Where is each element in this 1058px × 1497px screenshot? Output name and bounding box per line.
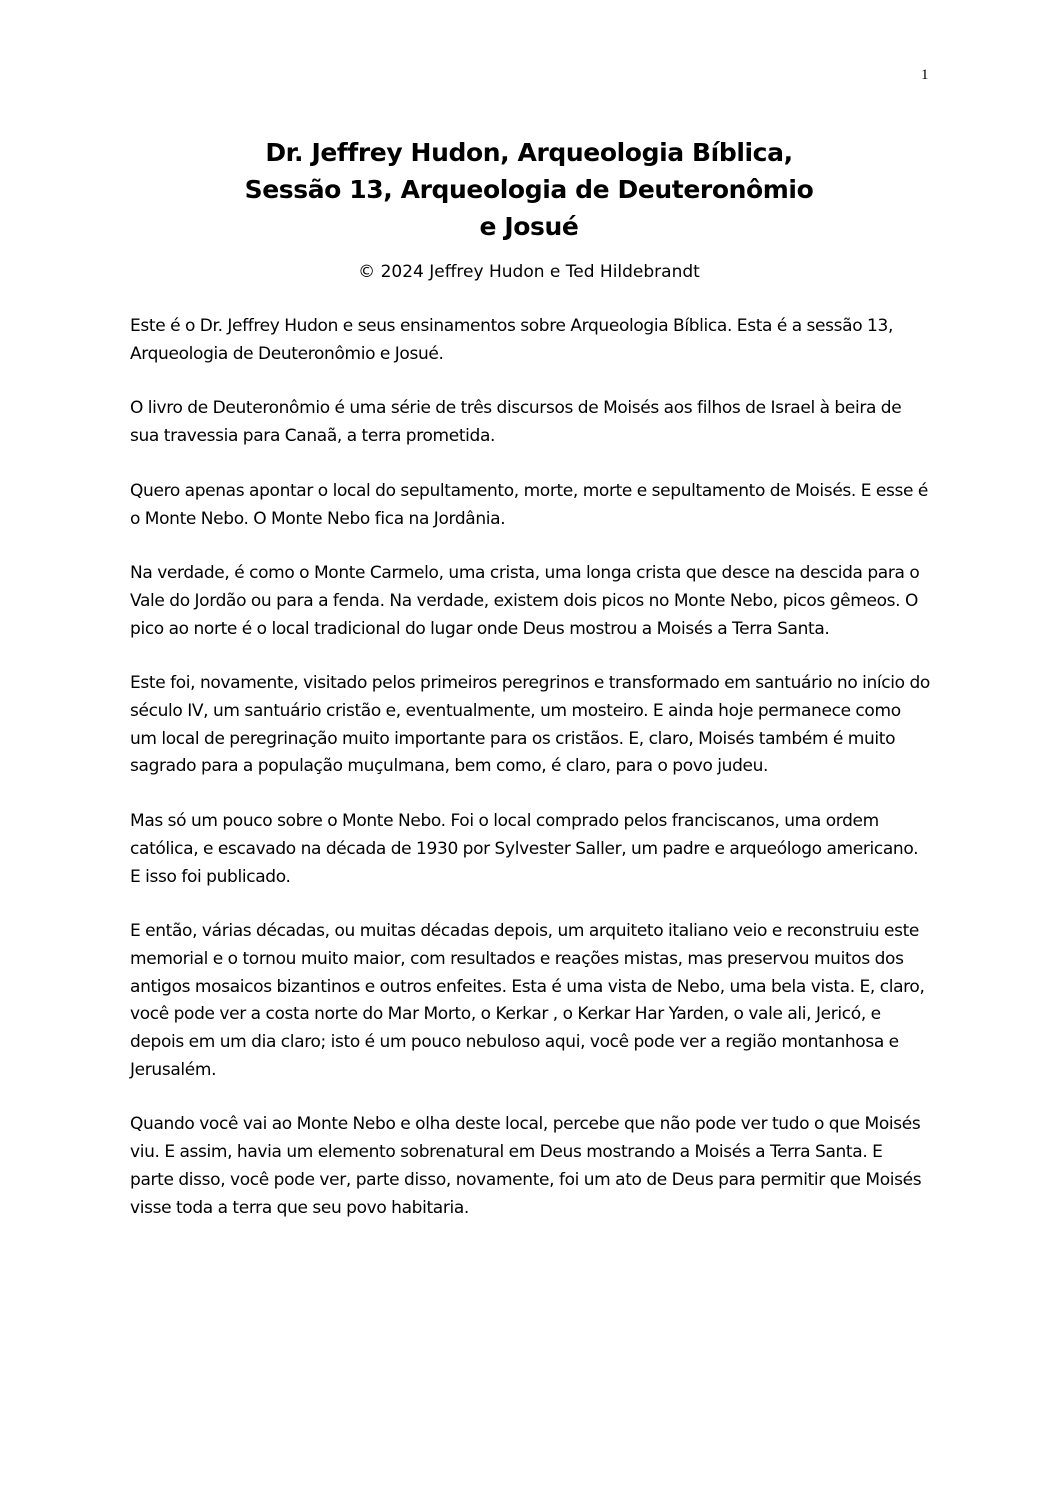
paragraph: O livro de Deuteronômio é uma série de três discursos de Moisés aos filhos de Israel à beira de sua travessia para Canaã, a terra prometida. [130,398,902,447]
document-title [130,134,928,245]
title-line: e Josué [479,212,579,241]
body-text [130,313,930,1249]
page-number: 1 [921,67,929,83]
paragraph: Na verdade, é como o Monte Carmelo, uma crista, uma longa crista que desce na descida para o Vale do Jordão ou para a fenda. Na verdade, existem dois picos no Monte Nebo, picos gêmeos. O pico ao norte é o local tradicional do lugar onde Deus mostrou a Moisés a Terra Santa. [130,563,920,639]
paragraph: Mas só um pouco sobre o Monte Nebo. Foi o local comprado pelos franciscanos, uma ordem católica, e escavado na década de 1930 por Sylvester Saller, um padre e arqueólogo americano. E isso foi publicado. [130,811,919,887]
paragraph: Este é o Dr. Jeffrey Hudon e seus ensinamentos sobre Arqueologia Bíblica. Esta é a sessão 13, Arqueologia de Deuteronômio e Josué. [130,316,894,364]
title-line: Dr. Jeffrey Hudon, Arqueologia Bíblica, [265,138,793,167]
paragraph: Quero apenas apontar o local do sepultamento, morte, morte e sepultamento de Moisés. E esse é o Monte Nebo. O Monte Nebo fica na Jordânia. [130,480,928,529]
copyright-notice: © 2024 Jeffrey Hudon e Ted Hildebrandt [358,262,700,282]
paragraph: Quando você vai ao Monte Nebo e olha deste local, percebe que não pode ver tudo o que Moisés viu. E assim, havia um elemento sobrenatural em Deus mostrando a Moisés a Terra Santa. E parte disso, você pode ver, parte disso, novamente, foi um ato de Deus para permitir que Moisés visse toda a terra que seu povo habitaria. [130,1114,922,1218]
paragraph: Este foi, novamente, visitado pelos primeiros peregrinos e transformado em santuário no início do século IV, um santuário cristão e, eventualmente, um mosteiro. E ainda hoje permanece como um local de peregrinação muito importante para os cristãos. E, claro, Moisés também é muito sagrado para a população muçulmana, bem como, é claro, para o povo judeu. [130,673,930,777]
title-line: Sessão 13, Arqueologia de Deuteronômio [244,175,814,204]
paragraph: E então, várias décadas, ou muitas décadas depois, um arquiteto italiano veio e reconstruiu este memorial e o tornou muito maior, com resultados e reações mistas, mas preservou muitos dos antigos mosaicos bizantinos e outros enfeites. Esta é uma vista de Nebo, uma bela vista. E, claro, você pode ver a costa norte do Mar Morto, o Kerkar , o Kerkar Har Yarden, o vale ali, Jericó, e depois em um dia claro; isto é um pouco nebuloso aqui, você pode ver a região montanhosa e Jerusalém. [130,921,925,1080]
